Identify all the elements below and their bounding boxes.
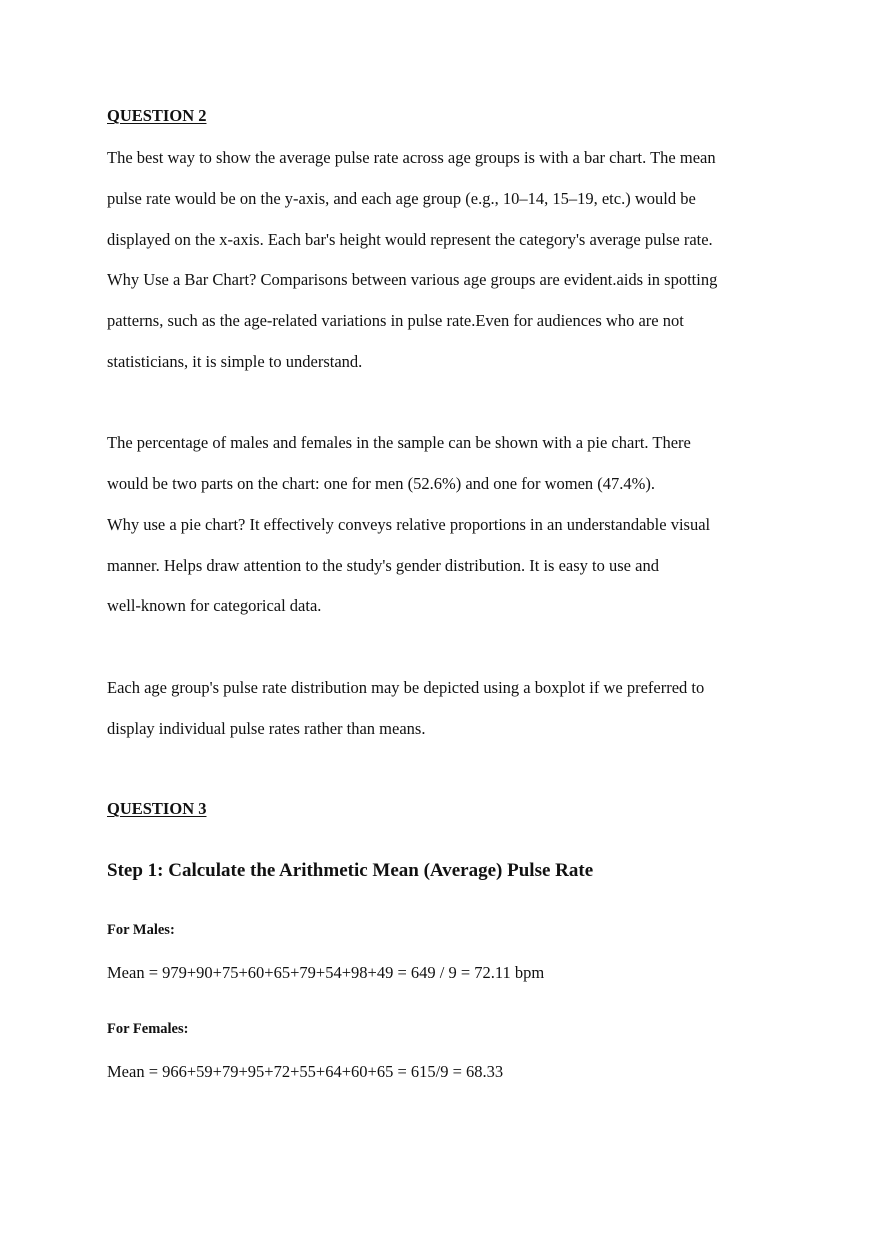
text-line: manner. Helps draw attention to the study's gender distribution. It is easy to use and — [107, 556, 659, 575]
question-2-heading: QUESTION 2 — [107, 106, 207, 125]
text-line: The percentage of males and females in the sample can be shown with a pie chart. There — [107, 433, 691, 452]
males-label: For Males: — [107, 922, 175, 938]
text-line: patterns, such as the age-related variations in pulse rate.Even for audiences who are not — [107, 311, 684, 330]
text-line: Why use a pie chart? It effectively conveys relative proportions in an understandable visual — [107, 515, 711, 534]
text-line: pulse rate would be on the y-axis, and each age group (e.g., 10–14, 15–19, etc.) would be — [107, 189, 696, 208]
females-mean-formula: Mean = 966+59+79+95+72+55+64+60+65 = 615/9 = 68.33 — [107, 1062, 504, 1081]
step-1-heading: Step 1: Calculate the Arithmetic Mean (Average) Pulse Rate — [107, 860, 594, 881]
text-line: display individual pulse rates rather than means. — [107, 719, 426, 738]
text-line: statisticians, it is simple to understand. — [107, 352, 363, 371]
text-line: Why Use a Bar Chart? Comparisons between various age groups are evident.aids in spotting — [107, 270, 718, 289]
text-line: well-known for categorical data. — [107, 596, 322, 615]
question-3-heading: QUESTION 3 — [107, 799, 207, 818]
text-line: The best way to show the average pulse rate across age groups is with a bar chart. The mean — [107, 148, 716, 167]
text-line: displayed on the x-axis. Each bar's height would represent the category's average pulse rate. — [107, 230, 713, 249]
text-line: Each age group's pulse rate distribution may be depicted using a boxplot if we preferred to — [107, 678, 705, 697]
text-line: would be two parts on the chart: one for men (52.6%) and one for women (47.4%). — [107, 474, 656, 493]
males-mean-formula: Mean = 979+90+75+60+65+79+54+98+49 = 649 / 9 = 72.11 bpm — [107, 963, 545, 982]
females-label: For Females: — [107, 1021, 189, 1037]
